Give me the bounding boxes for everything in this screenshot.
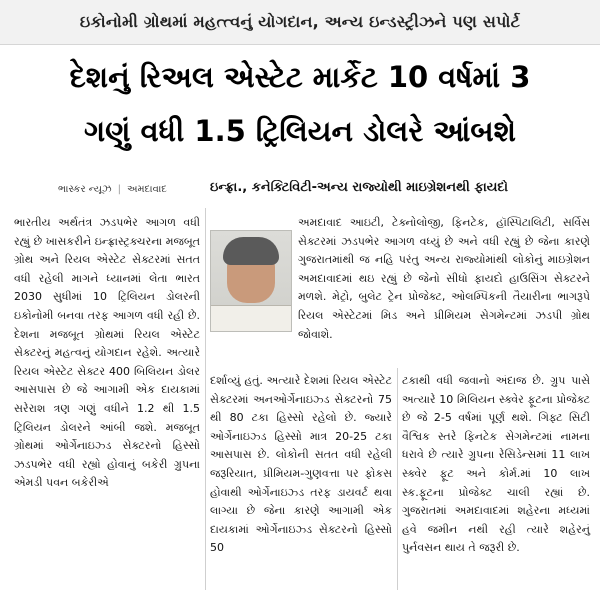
photo-shirt	[211, 305, 291, 332]
paragraph: ટકાથી વધી જવાનો અંદાજ છે. ગ્રુપ પાસે અત્યારે 10 મિલિયન સ્ક્વેર ફૂટના પ્રોજેક્ટ છે જે 2-5 વર્ષમાં પૂર્ણ થશે. ગિફ્ટ સિટી વૈશ્વિક સ્તરે ફિનટેક સેગમેન્ટમાં નામના ધરાવે છે ત્યારે ગ્રુપના રેસિડેન્સમાં 11 લાખ સ્ક્વેર ફૂટ અને કોર્મ.માં 10 લાખ સ્ક.ફૂટના પ્રોજેક્ટ ચાલી રહ્યાં છે. ગુજરાતમાં અમદાવાદમાં શહેરના મધ્યમાં હવે જમીન નથી રહી ત્યારે શહેરનું પુર્નવસન થાય તે જરૂરી છે.	[402, 374, 590, 555]
column-divider	[397, 368, 398, 590]
headline-line-2: ગણું વધી 1.5 ટ્રિલિયન ડોલરે આંબશે	[84, 114, 516, 148]
byline-separator: |	[117, 184, 121, 195]
paragraph: દર્શાવ્યું હતું. અત્યારે દેશમાં રિયલ એસ્ટેટ સેક્ટરમાં અનઓર્ગેનાઇઝ્ડ સેક્ટરનો 75 થી 80 ટકા હિસ્સો રહેલો છે. જ્યારે ઓર્ગેનાઇઝ્ડ હિસ્સો માત્ર 20-25 ટકા આસપાસ છે. લોકોની સતત વધી રહેલી જરૂરિયાત, પ્રીમિયમ-ગુણવત્તા પર ફોકસ હોવાથી ઓર્ગેનાઇઝ્ડ તરફ ડાયવર્ટ થવા લાગ્યા છે જેના કારણે આગામી એક દાયકામાં ઓર્ગેનાઇઝ્ડ સેક્ટરનો હિસ્સો 50	[210, 374, 392, 555]
byline	[58, 184, 167, 195]
photo-hair	[223, 237, 279, 265]
paragraph: અમદાવાદ આઇટી, ટેક્નોલોજી, ફિનટેક, હૉસ્પિટાલિટી, સર્વિસ સેક્ટરમાં ઝડપભેર આગળ વધ્યું છે અને વધી રહ્યું છે જેના કારણે ગુજરાતમાંથી જ નહિ પરંતુ અન્ય રાજ્યોમાંથી લોકોનું માઇગ્રેશન અમદાવાદમાં થઇ રહ્યું છે જેનો સીધો ફાયદો હાઉસિંગ સેક્ટરને મળશે. મેટ્રો, બુલેટ ટ્રેન પ્રોજેક્ટ, ઓલમ્પિકની તૈયારીના ભાગરૂપે રિયલ એસ્ટેટમાં મિડ અને પ્રીમિયમ સેગમેન્ટમાં ઝડપી ગ્રોથ જોવાશે.	[298, 216, 590, 341]
column-divider	[205, 208, 206, 590]
headline-line-1: દેશનું રિઅલ એસ્ટેટ માર્કેટ 10 વર્ષમાં 3	[69, 60, 531, 94]
article-column-1	[14, 214, 200, 493]
kicker-strap: ઇકોનોમી ગ્રોથમાં મહત્ત્વનું યોગદાન, અન્ય ઇન્ડસ્ટ્રીઝને પણ સપોર્ટ	[0, 0, 600, 45]
top-paragraph	[298, 214, 590, 344]
byline-source: ભાસ્કર ન્યૂઝ	[58, 184, 112, 195]
subheadline: ઇન્ફ્રા., કનેક્ટિવિટી-અન્ય રાજ્યોથી માઇગ્રેશનથી ફાયદો	[210, 180, 508, 195]
article-column-3	[402, 372, 590, 558]
headline	[6, 50, 594, 158]
portrait-photo	[210, 230, 292, 332]
paragraph: ભારતીય અર્થતંત્ર ઝડપભેર આગળ વધી રહ્યું છે ખાસકરીને ઇન્ફ્રાસ્ટ્રક્ચરના મજબૂત ગ્રોથ અને રિયલ એસ્ટેટ સેક્ટરમાં સતત વધી રહેલી માગને ધ્યાનમાં લેતા ભારત 2030 સુધીમાં 10 ટ્રિલિયન ડોલરની ઇકોનોમી બનવા તરફ આગળ વધી રહી છે. દેશના મજબૂત ગ્રોથમાં રિયલ એસ્ટેટ સેક્ટરનું મહત્વનું યોગદાન રહેશે. અત્યારે રિયલ એસ્ટેટ સેક્ટર 400 બિલિયન ડોલર આસપાસ છે જે આગામી એક દાયકામાં સરેરાશ ત્રણ ગણું વધીને 1.2 થી 1.5 ટ્રિલિયન ડોલરને આંબી જશે. મજબૂત ગ્રોથમાં ઓર્ગેનાઇઝ્ડ સેક્ટરનો હિસ્સો ઝડપભેર વધી રહ્યો હોવાનું બકેરી ગ્રુપના એમડી પવન બકેરીએ	[14, 216, 200, 490]
byline-city: અમદાવાદ	[126, 184, 167, 195]
article-column-2	[210, 372, 392, 558]
